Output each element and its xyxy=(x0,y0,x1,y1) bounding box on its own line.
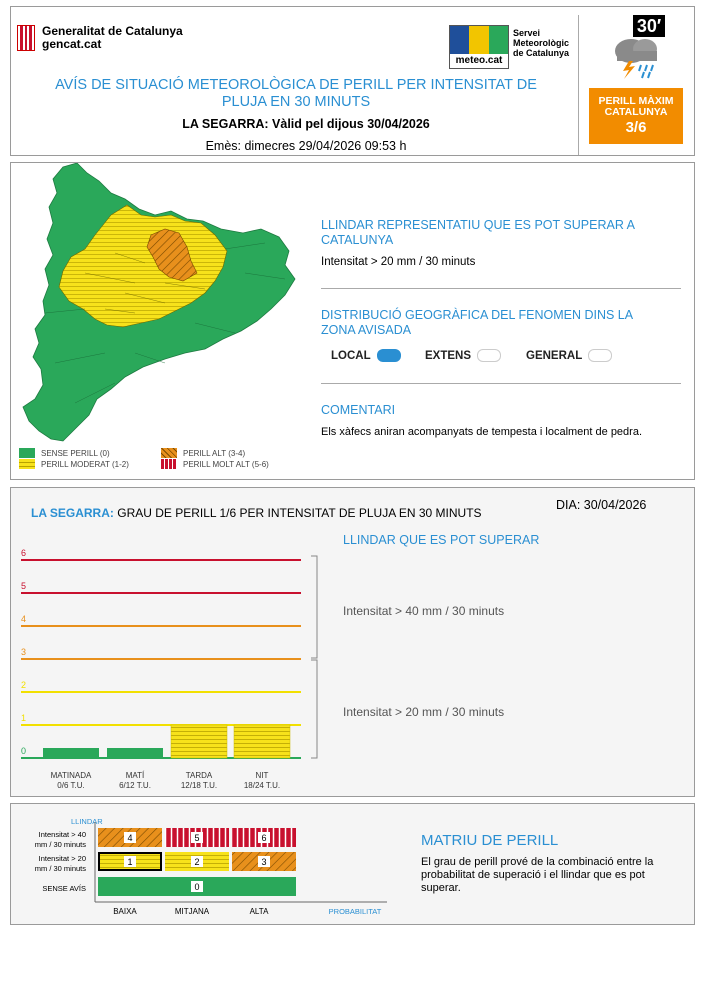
matrix-cell-3 xyxy=(232,852,296,871)
chart-title-rest: GRAU DE PERILL 1/6 PER INTENSITAT DE PLUJA EN 30 MINUTS xyxy=(117,506,482,520)
svg-text:0: 0 xyxy=(194,882,200,892)
x-tick-label: MATÍ xyxy=(125,771,145,780)
page-title: AVÍS DE SITUACIÓ METEOROLÒGICA DE PERILL PER INTENSITAT DE PLUJA EN 30 MINUTS xyxy=(55,77,537,110)
svg-text:5: 5 xyxy=(194,833,200,843)
bar-nit xyxy=(234,725,290,758)
x-tick-label: TARDA xyxy=(185,771,213,780)
x-tick-label: NIT xyxy=(255,771,269,780)
bar-matí xyxy=(107,748,163,758)
matrix-row-label: mm / 30 minuts xyxy=(34,864,86,873)
distribution-local-label: LOCAL xyxy=(331,349,371,362)
matrix-cell-5 xyxy=(165,828,229,847)
y-tick-label: 6 xyxy=(21,548,27,558)
map-panel xyxy=(10,162,695,480)
matrix-axis-probability: PROBABILITAT xyxy=(328,907,382,916)
matrix-panel xyxy=(10,803,695,925)
warning-header xyxy=(10,6,695,156)
storm-badge: 30′ xyxy=(636,16,662,36)
distribution-local-toggle[interactable] xyxy=(377,349,401,362)
distribution-extens-label: EXTENS xyxy=(425,349,472,362)
matrix-cell-2 xyxy=(165,852,229,871)
legend-swatch-orange xyxy=(161,448,177,458)
matrix-row-label: mm / 30 minuts xyxy=(34,840,86,849)
bar-matinada xyxy=(43,748,99,758)
matrix-col-label: MITJANA xyxy=(174,907,210,916)
svg-text:2: 2 xyxy=(194,857,200,867)
y-tick-label: 1 xyxy=(21,713,27,723)
separator xyxy=(321,288,681,289)
catalan-flag-icon xyxy=(17,25,35,51)
svg-text:6: 6 xyxy=(261,833,267,843)
header-divider xyxy=(578,15,579,155)
bar-tarda xyxy=(171,725,227,758)
y-tick-label: 0 xyxy=(21,746,27,756)
issued-text: Emès: dimecres 29/04/2026 09:53 h xyxy=(205,139,407,153)
legend-item-very-high xyxy=(161,459,269,469)
comment-heading: COMENTARI xyxy=(321,403,396,417)
org-name: Generalitat de Catalunya xyxy=(42,24,183,38)
svg-text:3: 3 xyxy=(261,857,267,867)
distribution-heading: DISTRIBUCIÓ GEOGRÀFICA DEL FENOMEN DINS LA ZONA AVISADA xyxy=(321,308,633,337)
separator xyxy=(321,383,681,384)
matrix-heading: MATRIU DE PERILL xyxy=(421,832,559,849)
danger-chart xyxy=(11,488,696,798)
y-tick-label: 5 xyxy=(21,581,27,591)
chart-day: DIA: 30/04/2026 xyxy=(556,498,647,512)
distribution-general[interactable] xyxy=(526,349,612,362)
matrix-cell-6 xyxy=(232,828,296,847)
meteo-name-2: Meteorològic xyxy=(513,38,570,48)
matrix-col-label: BAIXA xyxy=(113,907,137,916)
distribution-extens[interactable] xyxy=(425,349,501,362)
x-tick-label: MATINADA xyxy=(50,771,92,780)
bracket-lower xyxy=(311,660,317,758)
legend-label-high: PERILL ALT (3-4) xyxy=(183,448,246,458)
legend-swatch-green xyxy=(19,448,35,458)
meteocat-logo[interactable] xyxy=(449,25,569,69)
max-danger-level: 3/6 xyxy=(625,119,647,136)
distribution-local[interactable] xyxy=(331,349,401,362)
generalitat-logo[interactable] xyxy=(17,25,183,51)
meteo-name-3: de Catalunya xyxy=(513,48,570,58)
svg-text:4: 4 xyxy=(127,833,133,843)
storm-cloud-icon xyxy=(607,13,667,79)
matrix-row-label: Intensitat > 40 xyxy=(38,830,86,839)
max-danger-line1: PERILL MÀXIM xyxy=(598,95,674,107)
svg-text:1: 1 xyxy=(127,857,133,867)
y-tick-label: 4 xyxy=(21,614,27,624)
chart-title-zone: LA SEGARRA: xyxy=(31,506,114,520)
threshold-heading: LLINDAR REPRESENTATIU QUE ES POT SUPERAR A CATALUNYA xyxy=(321,218,635,247)
distribution-extens-toggle[interactable] xyxy=(477,349,501,362)
comment-text: Els xàfecs aniran acompanyats de tempesta i localment de pedra. xyxy=(321,426,643,438)
x-tick-sublabel: 18/24 T.U. xyxy=(243,781,281,790)
meteocat-label: meteo.cat xyxy=(455,55,503,66)
legend-item-moderate xyxy=(19,459,129,469)
x-tick-sublabel: 0/6 T.U. xyxy=(57,781,85,790)
legend-label-very-high: PERILL MOLT ALT (5-6) xyxy=(183,459,269,469)
chart-panel xyxy=(10,487,695,797)
thresholds-heading: LLINDAR QUE ES POT SUPERAR xyxy=(343,533,540,547)
max-danger-box xyxy=(589,88,683,144)
y-tick-label: 3 xyxy=(21,647,27,657)
legend-swatch-yellow xyxy=(19,459,35,469)
meteo-name-1: Servei xyxy=(513,28,541,38)
matrix-row-label: SENSE AVÍS xyxy=(42,884,86,893)
legend-swatch-red xyxy=(161,459,177,469)
legend-item-high xyxy=(161,448,245,458)
y-tick-label: 2 xyxy=(21,680,27,690)
matrix-text: El grau de perill prové de la combinació entre la probabilitat de superació i el llindar que es pot superar. xyxy=(421,856,654,894)
matrix-axis-threshold: LLINDAR xyxy=(71,817,103,826)
max-danger-line2: CATALUNYA xyxy=(604,106,668,118)
matrix-cell-1 xyxy=(98,852,162,871)
legend-item-none xyxy=(19,448,110,458)
matrix-row-label: Intensitat > 20 xyxy=(38,854,86,863)
matrix-cell-0 xyxy=(98,877,296,896)
distribution-general-toggle[interactable] xyxy=(588,349,612,362)
x-tick-sublabel: 6/12 T.U. xyxy=(119,781,151,790)
matrix-cell-4 xyxy=(98,828,162,847)
catalonia-map[interactable] xyxy=(15,163,315,443)
matrix-col-label: ALTA xyxy=(249,907,269,916)
meteocat-icon xyxy=(449,25,509,69)
danger-matrix xyxy=(11,804,411,926)
validity-text: LA SEGARRA: Vàlid pel dijous 30/04/2026 xyxy=(182,117,430,131)
threshold-value: Intensitat > 20 mm / 30 minuts xyxy=(321,256,476,268)
bracket-upper xyxy=(311,556,317,658)
threshold-upper-label: Intensitat > 40 mm / 30 minuts xyxy=(343,604,505,618)
org-site: gencat.cat xyxy=(42,37,102,51)
legend-label-none: SENSE PERILL (0) xyxy=(41,448,110,458)
threshold-lower-label: Intensitat > 20 mm / 30 minuts xyxy=(343,705,505,719)
distribution-general-label: GENERAL xyxy=(526,349,583,362)
x-tick-sublabel: 12/18 T.U. xyxy=(180,781,218,790)
legend-label-moderate: PERILL MODERAT (1-2) xyxy=(41,459,129,469)
